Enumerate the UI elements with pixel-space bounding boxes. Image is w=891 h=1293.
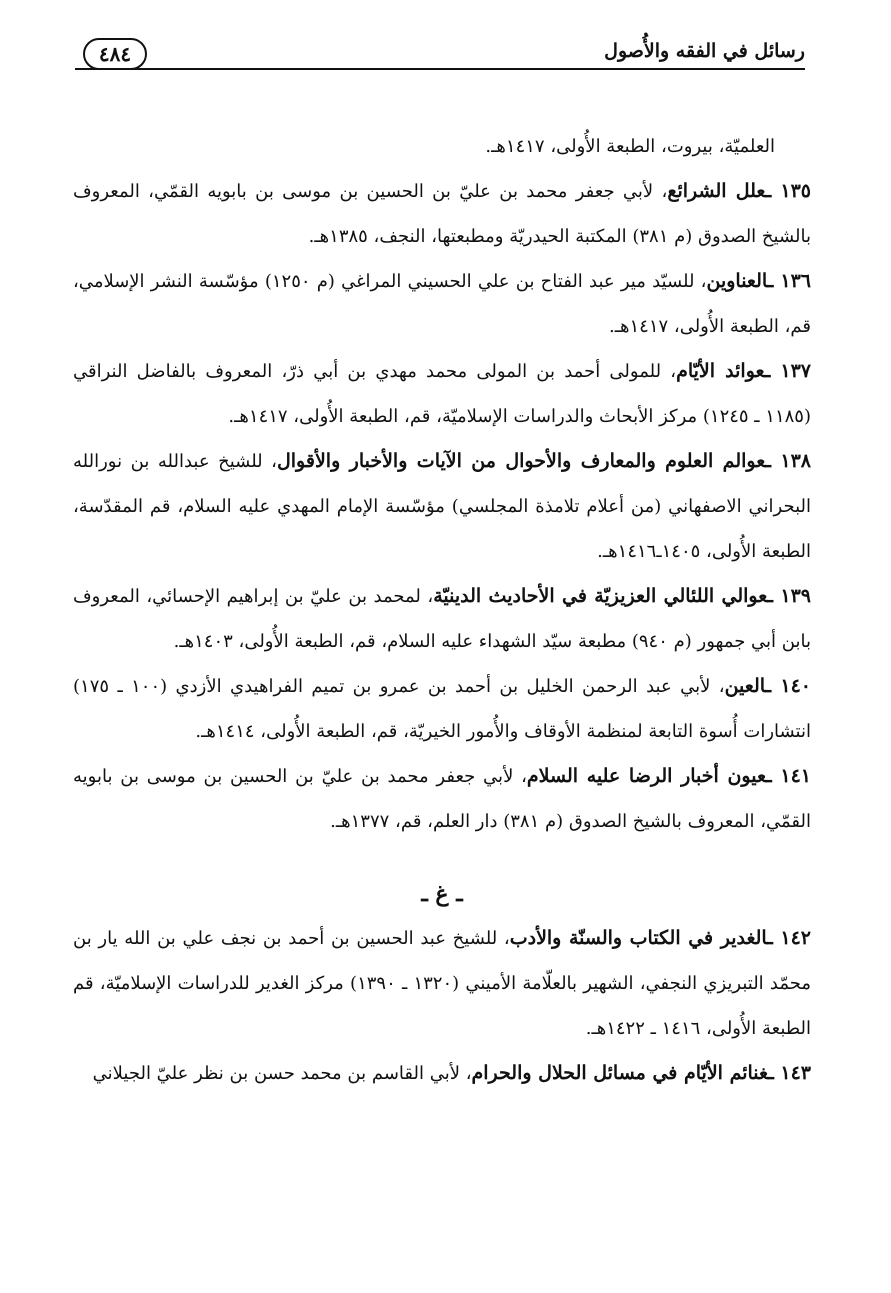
entry-number: ١٣٥ ـ [765, 180, 812, 202]
bibliography-entry [73, 574, 811, 664]
bibliography-entry [73, 664, 811, 754]
entry-details: ، للسيّد مير عبد الفتاح بن علي الحسيني المراغي (م ١٢٥٠) مؤسّسة النشر الإسلامي، قم، الطبعة الأُولى، ١٤١٧هـ. [73, 271, 811, 337]
bibliography-list [73, 124, 811, 1096]
entries-group-b [73, 916, 811, 1096]
bibliography-entry [73, 916, 811, 1051]
section-heading: ـ غ ـ [421, 881, 463, 907]
entry-details: ، لأبي عبد الرحمن الخليل بن أحمد بن عمرو بن تميم الفراهيدي الأزدي (١٠٠ ـ ١٧٥) انتشارات أُسوة التابعة لمنظمة الأوقاف والأُمور الخيريّة، قم، الطبعة الأُولى، ١٤١٤هـ. [73, 676, 811, 742]
entry-details: ، للشيخ عبدالله بن نورالله البحراني الاصفهاني (من أعلام تلامذة المجلسي) مؤسّسة الإمام المهدي عليه السلام، قم المقدّسة، الطبعة الأُولى، ١٤٠٥ـ١٤١٦هـ. [73, 451, 811, 562]
entry-number: ١٣٧ ـ [764, 360, 811, 382]
entry-number: ١٤١ ـ [766, 765, 811, 787]
entry-details: ، للمولى أحمد بن المولى محمد مهدي بن أبي ذرّ، المعروف بالفاضل النراقي (١١٨٥ ـ ١٢٤٥) مركز الأبحاث والدراسات الإسلاميّة، قم، الطبعة الأُولى، ١٤١٧هـ. [73, 361, 811, 427]
running-title: رسائل في الفقه والأُصول [604, 40, 805, 62]
running-header [75, 34, 805, 78]
bibliography-entry [73, 124, 811, 169]
entry-details: ، لأبي القاسم بن محمد حسن بن نظر عليّ الجيلاني [92, 1063, 472, 1084]
entry-number: ١٣٩ ـ [767, 585, 811, 607]
entry-title: العناوين [706, 270, 768, 292]
entry-title: الغدير في الكتاب والسنّة والأدب [509, 927, 768, 949]
entry-number: ١٣٨ ـ [765, 450, 811, 472]
entry-number: ١٣٦ ـ [767, 270, 811, 292]
entry-title: العين [724, 675, 766, 697]
entry-title: عوالم العلوم والمعارف والأحوال من الآيات والأخبار والأقوال [276, 450, 766, 472]
entry-details: العلميّة، بيروت، الطبعة الأُولى، ١٤١٧هـ. [485, 136, 775, 157]
entry-title: غنائم الأيّام في مسائل الحلال والحرام [471, 1062, 769, 1084]
entry-title: عوائد الأيّام [676, 360, 765, 382]
bibliography-entry [73, 259, 811, 349]
entry-number: ١٤٣ ـ [768, 1062, 811, 1084]
bibliography-entry [73, 1051, 811, 1096]
bibliography-entry [73, 754, 811, 844]
bibliography-entry [73, 439, 811, 574]
entry-title: عيون أخبار الرضا عليه السلام [526, 765, 767, 787]
entry-details: ، لأبي جعفر محمد بن عليّ بن الحسين بن موسى بن بابويه القمّي، المعروف بالشيخ الصدوق (م ٣٨١) دار العلم، قم، ١٣٧٧هـ. [73, 766, 811, 832]
entry-number: ١٤٢ ـ [767, 927, 812, 949]
entries-group-a [73, 124, 811, 844]
entry-details: ، لمحمد بن عليّ بن إبراهيم الإحسائي، المعروف بابن أبي جمهور (م ٩٤٠) مطبعة سيّد الشهداء عليه السلام، قم، الطبعة الأُولى، ١٤٠٣هـ. [73, 586, 811, 652]
header-rule [75, 68, 805, 70]
bibliography-entry [73, 349, 811, 439]
bibliography-entry [73, 169, 811, 259]
entry-number: ١٤٠ ـ [765, 675, 812, 697]
entry-details: ، للشيخ عبد الحسين بن أحمد بن نجف علي بن الله يار بن محمّد التبريزي النجفي، الشهير بالعلّامة الأميني (١٣٢٠ ـ ١٣٩٠) مركز الغدير للدراسات الإسلاميّة، قم الطبعة الأُولى، ١٤١٦ ـ ١٤٢٢هـ. [73, 928, 812, 1039]
page-number: ٤٨٤ [83, 38, 147, 70]
entry-title: علل الشرائع [667, 180, 766, 202]
entry-details: ، لأبي جعفر محمد بن عليّ بن الحسين بن موسى بن بابويه القمّي، المعروف بالشيخ الصدوق (م ٣٨١) المكتبة الحيدريّة ومطبعتها، النجف، ١٣٨٥هـ. [73, 181, 811, 247]
entry-title: عوالي اللئالي العزيزيّة في الأحاديث الدينيّة [433, 585, 768, 607]
